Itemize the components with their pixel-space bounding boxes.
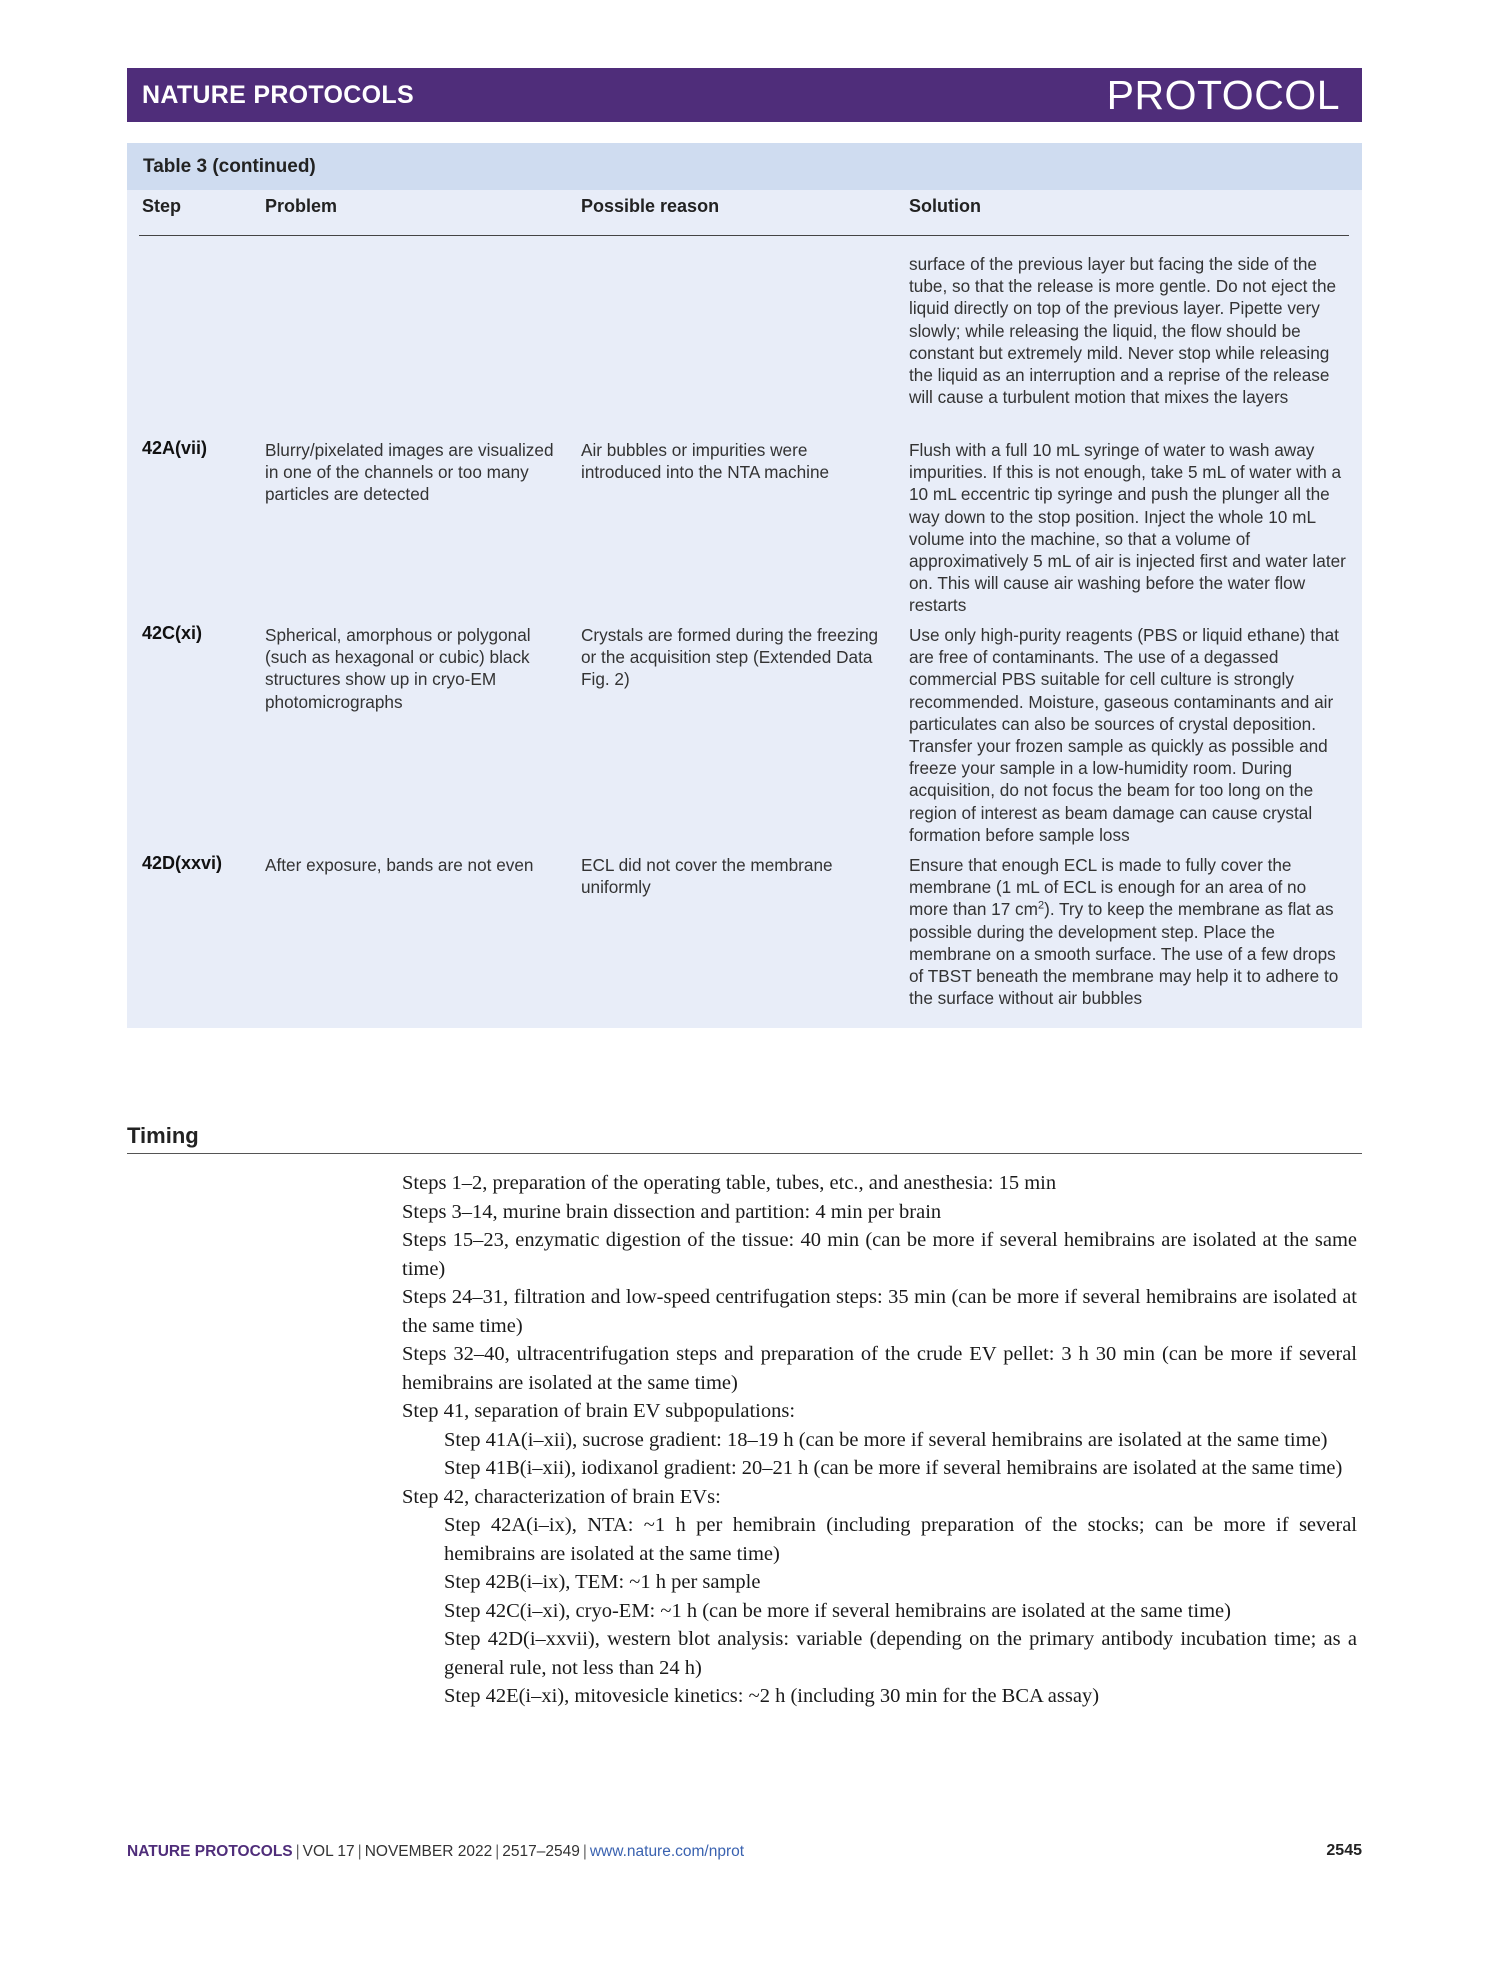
footer-date: NOVEMBER 2022 (364, 1843, 493, 1860)
timing-list (402, 1169, 1357, 1711)
page-number: 2545 (1326, 1842, 1362, 1859)
article-type: PROTOCOL (1106, 71, 1340, 118)
timing-subitem: Step 42D(i–xxvii), western blot analysis: variable (depending on the primary antibody incubation time; as a general rule, not less than 24 h) (444, 1628, 1357, 1679)
table-row-step: 42D(xxvi) (142, 853, 223, 873)
timing-item: Step 42, characterization of brain EVs: (402, 1485, 721, 1508)
column-header-step: Step (142, 196, 182, 216)
timing-heading: Timing (127, 1123, 199, 1148)
footer-citation: NATURE PROTOCOLS | VOL 17 | NOVEMBER 2022 | 2517–2549 | www.nature.com/nprot (127, 1843, 745, 1860)
timing-item: Steps 32–40, ultracentrifugation steps and preparation of the crude EV pellet: 3 h 30 min (can be more if several hemibrains are isolated at the same time) (402, 1343, 1357, 1394)
column-header-solution: Solution (909, 196, 981, 216)
header-divider (139, 235, 1349, 236)
timing-item: Steps 1–2, preparation of the operating table, tubes, etc., and anesthesia: 15 min (402, 1172, 1057, 1194)
timing-divider (127, 1153, 1362, 1154)
timing-subitem: Step 42E(i–xi), mitovesicle kinetics: ~2 h (including 30 min for the BCA assay) (444, 1685, 1100, 1707)
table-row-problem: After exposure, bands are not even (265, 855, 534, 875)
timing-subitem: Step 41A(i–xii), sucrose gradient: 18–19 h (can be more if several hemibrains are isolated at the same time) (444, 1428, 1328, 1451)
table-row-reason: Crystals are formed during the freezing or the acquisition step (Extended Data Fig. 2) (581, 625, 879, 690)
solution-continued: surface of the previous layer but facing the side of the tube, so that the release is more gentle. Do not eject the liquid directly on top of the previous layer. Pipette very slowly; while releasing the liquid, the flow should be constant but extremely mild. Never stop while releasing the liquid as an interruption and a reprise of the release will cause a turbulent motion that mixes the layers (909, 254, 1337, 408)
table-title: Table 3 (continued) (127, 143, 1362, 190)
table-row-solution: Use only high-purity reagents (PBS or liquid ethane) that are free of contaminants. The use of a degassed commercial PBS suitable for cell culture is strongly recommended. Moisture, gaseous contaminants and air particulates can also be sources of crystal deposition. Transfer your frozen sample as quickly as possible and freeze your sample in a low-humidity room. During acquisition, do not focus the beam for too long on the region of interest as beam damage can cause crystal formation before sample loss (909, 625, 1339, 845)
timing-subitem: Step 42B(i–ix), TEM: ~1 h per sample (444, 1571, 761, 1593)
table-row-solution: Flush with a full 10 mL syringe of water to wash away impurities. If this is not enough, take 5 mL of water with a 10 mL eccentric tip syringe and push the plunger all the way down to the stop position. Inject the whole 10 mL volume into the machine, so that a volume of approximatively 5 mL of air is injected first and water later on. This will cause air washing before the water flow restarts (909, 440, 1346, 616)
table-row-reason: Air bubbles or impurities were introduced into the NTA machine (581, 440, 830, 483)
table-row-reason: ECL did not cover the membrane uniformly (581, 855, 833, 898)
journal-header-bar (127, 68, 1362, 122)
column-header-reason: Possible reason (581, 196, 720, 216)
table-row-step: 42C(xi) (142, 623, 203, 643)
journal-name: NATURE PROTOCOLS (142, 80, 414, 109)
table-row-solution: Ensure that enough ECL is made to fully cover the membrane (1 mL of ECL is enough for an area of no more than 17 $cm^2$). Try to keep the membrane as flat as possible during the development step. Place the membrane on a smooth surface. The use of a few drops of TBST beneath the membrane may help it to adhere to the surface without air bubbles (909, 855, 1339, 1009)
column-header-problem: Problem (265, 196, 338, 216)
timing-subitem: Step 41B(i–xii), iodixanol gradient: 20–21 h (can be more if several hemibrains are isolated at the same time) (444, 1457, 1343, 1479)
timing-item: Step 41, separation of brain EV subpopulations: (402, 1400, 796, 1422)
table-row-step: 42A(vii) (142, 438, 208, 458)
table-row-problem: Spherical, amorphous or polygonal (such as hexagonal or cubic) black structures show up in cryo-EM photomicrographs (265, 625, 531, 712)
footer-volume: VOL 17 (302, 1843, 355, 1860)
timing-subitem: Step 42A(i–ix), NTA: ~1 h per hemibrain (including preparation of the stocks; can be more if several hemibrains are isolated at the same time) (444, 1514, 1357, 1565)
timing-item: Steps 3–14, murine brain dissection and partition: 4 min per brain (402, 1200, 942, 1223)
footer-pages: 2517–2549 (502, 1843, 580, 1860)
timing-item: Steps 15–23, enzymatic digestion of the tissue: 40 min (can be more if several hemibrains are isolated at the same time) (402, 1229, 1357, 1280)
timing-subitem: Step 42C(i–xi), cryo-EM: ~1 h (can be more if several hemibrains are isolated at the same time) (444, 1599, 1231, 1622)
footer-journal: NATURE PROTOCOLS (127, 1843, 293, 1860)
timing-item: Steps 24–31, filtration and low-speed centrifugation steps: 35 min (can be more if several hemibrains are isolated at the same time) (402, 1286, 1357, 1337)
table-row-problem: Blurry/pixelated images are visualized in one of the channels or too many particles are detected (265, 440, 554, 505)
footer-url-link[interactable]: www.nature.com/nprot (589, 1843, 745, 1860)
